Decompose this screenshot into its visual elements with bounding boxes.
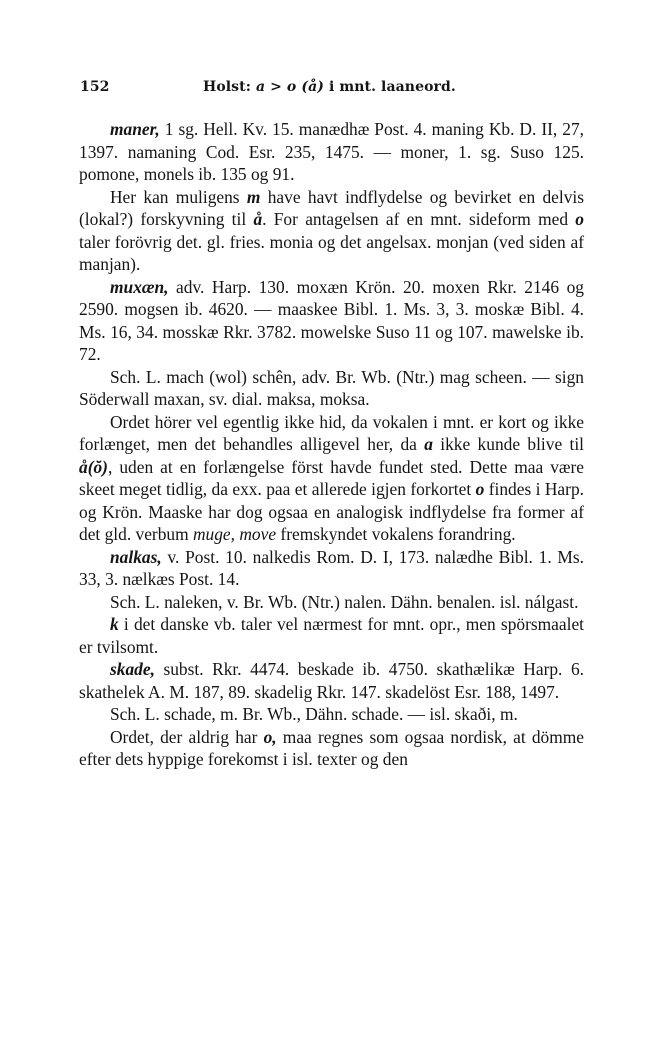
paragraph: Sch. L. schade, m. Br. Wb., Dähn. schade. — isl. skaði, m. [110, 704, 518, 724]
paragraph: Sch. L. naleken, v. Br. Wb. (Ntr.) nalen. Dähn. benalen. isl. nálgast. [110, 591, 579, 612]
entry-maner: maner, 1 sg. Hell. Kv. 15. manædhæ Post. 4. maning Kb. D. II, 27, 1397. namaning Cod. Esr. 235, 1475. — moner, 1. sg. Suso 125. pomone, monels ib. 135 og 91. [79, 119, 584, 184]
page-body [79, 118, 584, 771]
paragraph: Sch. L. mach (wol) schên, adv. Br. Wb. (Ntr.) mag scheen. — sign Söderwall maxan, sv. dial. maksa, moksa. [79, 366, 584, 409]
headword: maner, [110, 119, 160, 139]
paragraph: k i det danske vb. taler vel nærmest for mnt. opr., men spörsmaalet er tvilsomt. [79, 614, 584, 657]
headword: muxæn, [110, 276, 169, 297]
running-head: Holst: a > o (å) i mnt. laaneord. [203, 79, 456, 95]
page-number: 152 [80, 79, 110, 95]
headword: nalkas, [110, 546, 162, 567]
headword: skade, [110, 659, 155, 679]
entry-nalkas: nalkas, v. Post. 10. nalkedis Rom. D. I, 173. nalædhe Bibl. 1. Ms. 33, 3. nælkæs Post. 14. [79, 546, 584, 589]
entry-skade: skade, subst. Rkr. 4474. beskade ib. 4750. skathælikæ Harp. 6. skathelek A. M. 187, 89. skadelig Rkr. 147. skadelöst Esr. 188, 1497. [79, 659, 584, 702]
paragraph: Ordet, der aldrig har o, maa regnes som ogsaa nordisk, at dömme efter dets hyppige forekomst i isl. texter og den [79, 726, 584, 769]
entry-muxaen: muxæn, adv. Harp. 130. moxæn Krön. 20. moxen Rkr. 2146 og 2590. mogsen ib. 4620. — maaskee Bibl. 1. Ms. 3, 3. moskæ Bibl. 4. Ms. 16, 34. mosskæ Rkr. 3782. mowelske Suso 11 og 107. mawelske ib. 72. [79, 276, 584, 364]
paragraph: Ordet hörer vel egentlig ikke hid, da vokalen i mnt. er kort og ikke forlænget, men det behandles alligevel her, da a ikke kunde blive til å(ŏ), uden at en forlængelse först havde fundet sted. Dette maa være skeet meget tidlig, da exx. paa et allerede igjen forkortet o findes i Harp. og Krön. Maaske har dog ogsaa en analogisk indflydelse fra former af det gld. verbum muge, move fremskyndet vokalens forandring. [79, 411, 584, 544]
paragraph: Her kan muligens m have havt indflydelse og bevirket en delvis (lokal?) forskyvning til å. For antagelsen af en mnt. sideform med o taler forövrig det. gl. fries. monia og det angelsax. monjan (ved siden af manjan). [79, 186, 584, 274]
page-header [80, 79, 580, 101]
